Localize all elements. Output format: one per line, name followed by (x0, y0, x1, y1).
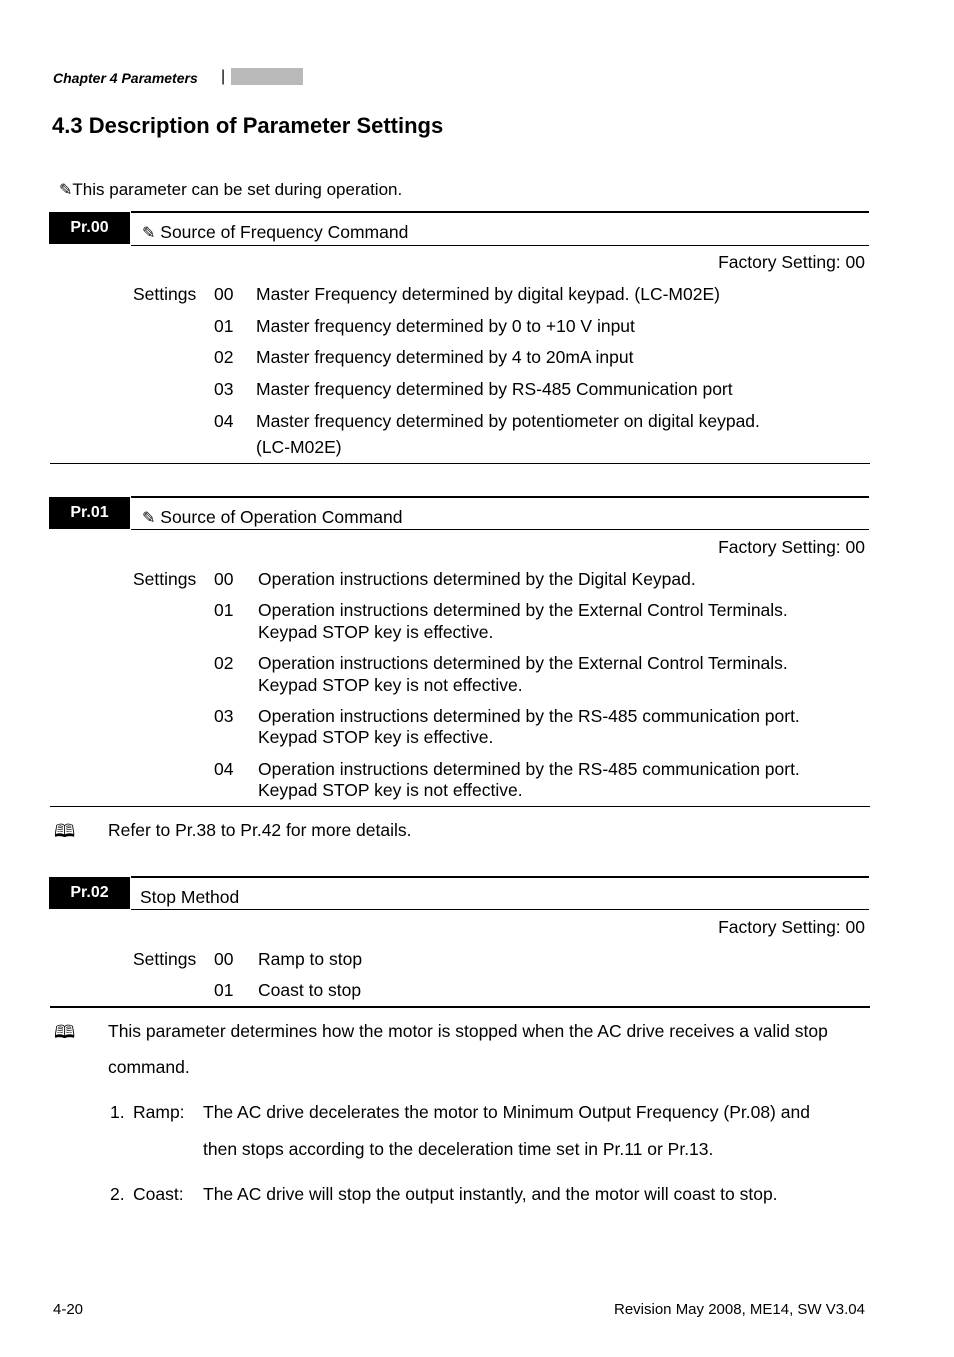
vfd-m-logo (231, 68, 303, 85)
setting-code: 02 (214, 653, 234, 673)
setting-text-cont: Keypad STOP key is not effective. (258, 780, 523, 800)
section-title: 4.3 Description of Parameter Settings (52, 113, 444, 138)
setting-text-cont: Keypad STOP key is effective. (258, 727, 494, 747)
setting-code: 03 (214, 706, 234, 726)
setting-text: Operation instructions determined by the External Control Terminals. (258, 600, 788, 620)
pen-icon: ✎ (142, 510, 156, 527)
setting-text: Master frequency determined by potentiometer on digital keypad. (256, 411, 760, 431)
factory-setting: Factory Setting: 00 (718, 537, 865, 557)
settings-label: Settings (133, 569, 197, 589)
setting-text: Operation instructions determined by the RS-485 communication port. (258, 759, 800, 779)
page-number: 4-20 (53, 1301, 84, 1318)
settings-label: Settings (133, 949, 197, 969)
setting-code: 03 (214, 379, 234, 399)
param-bottom-rule (50, 1006, 870, 1008)
setting-code: 04 (214, 759, 234, 779)
setting-text: Operation instructions determined by the Digital Keypad. (258, 569, 696, 589)
param-top-rule (131, 496, 869, 498)
pen-icon: ✎ (59, 182, 73, 199)
setting-text: Ramp to stop (258, 949, 363, 969)
setting-text: Master Frequency determined by digital keypad. (LC-M02E) (256, 284, 720, 304)
setting-code: 01 (214, 316, 234, 336)
param-title-rule (131, 909, 869, 910)
param-top-rule (131, 211, 869, 213)
description-line: This parameter determines how the motor is stopped when the AC drive receives a valid stop (108, 1021, 828, 1041)
param-label-pr00: Pr.00 (49, 212, 130, 244)
setting-text: Master frequency determined by 4 to 20mA input (256, 347, 634, 367)
param-label-pr02: Pr.02 (49, 877, 130, 909)
param-title-text: Source of Operation Command (160, 507, 403, 527)
setting-text-cont: Keypad STOP key is not effective. (258, 675, 523, 695)
setting-text-cont: (LC-M02E) (256, 437, 342, 457)
setting-text: Operation instructions determined by the RS-485 communication port. (258, 706, 800, 726)
param-title-text: Source of Frequency Command (160, 222, 409, 242)
list-text-cont: then stops according to the deceleration time set in Pr.11 or Pr.13. (203, 1139, 714, 1159)
setting-code: 02 (214, 347, 234, 367)
list-number: 1. (110, 1102, 125, 1122)
factory-setting: Factory Setting: 00 (718, 917, 865, 937)
param-label-pr01: Pr.01 (49, 497, 130, 529)
setting-code: 01 (214, 600, 234, 620)
list-term: Ramp: (133, 1102, 185, 1122)
writable-note-text: This parameter can be set during operation. (72, 180, 403, 199)
list-text: The AC drive decelerates the motor to Minimum Output Frequency (Pr.08) and (203, 1102, 810, 1122)
setting-text: Master frequency determined by RS-485 Communication port (256, 379, 733, 399)
list-term: Coast: (133, 1184, 184, 1204)
settings-label: Settings (133, 284, 197, 304)
param-top-rule (131, 876, 869, 878)
setting-text: Master frequency determined by 0 to +10 V input (256, 316, 635, 336)
factory-setting: Factory Setting: 00 (718, 252, 865, 272)
param-title (142, 507, 403, 528)
reference-note: Refer to Pr.38 to Pr.42 for more details. (108, 820, 412, 840)
list-text: The AC drive will stop the output instantly, and the motor will coast to stop. (203, 1184, 778, 1204)
revision-info: Revision May 2008, ME14, SW V3.04 (614, 1301, 865, 1318)
param-bottom-rule (50, 463, 870, 464)
list-number: 2. (110, 1184, 125, 1204)
param-title-rule (131, 245, 869, 246)
param-title: Stop Method (140, 887, 240, 907)
book-icon: 🕮 (54, 1022, 76, 1042)
header-separator: | (221, 68, 226, 85)
book-icon: 🕮 (54, 821, 76, 841)
setting-text: Operation instructions determined by the External Control Terminals. (258, 653, 788, 673)
param-bottom-rule (50, 806, 870, 807)
setting-text-cont: Keypad STOP key is effective. (258, 622, 494, 642)
setting-text: Coast to stop (258, 980, 362, 1000)
setting-code: 04 (214, 411, 234, 431)
writable-note (59, 180, 402, 200)
pen-icon: ✎ (142, 225, 156, 242)
param-title (142, 222, 408, 243)
setting-code: 00 (214, 949, 234, 969)
description-line: command. (108, 1057, 190, 1077)
chapter-header: Chapter 4 Parameters (53, 70, 198, 86)
setting-code: 00 (214, 284, 234, 304)
setting-code: 00 (214, 569, 234, 589)
setting-code: 01 (214, 980, 234, 1000)
param-title-rule (131, 529, 869, 530)
